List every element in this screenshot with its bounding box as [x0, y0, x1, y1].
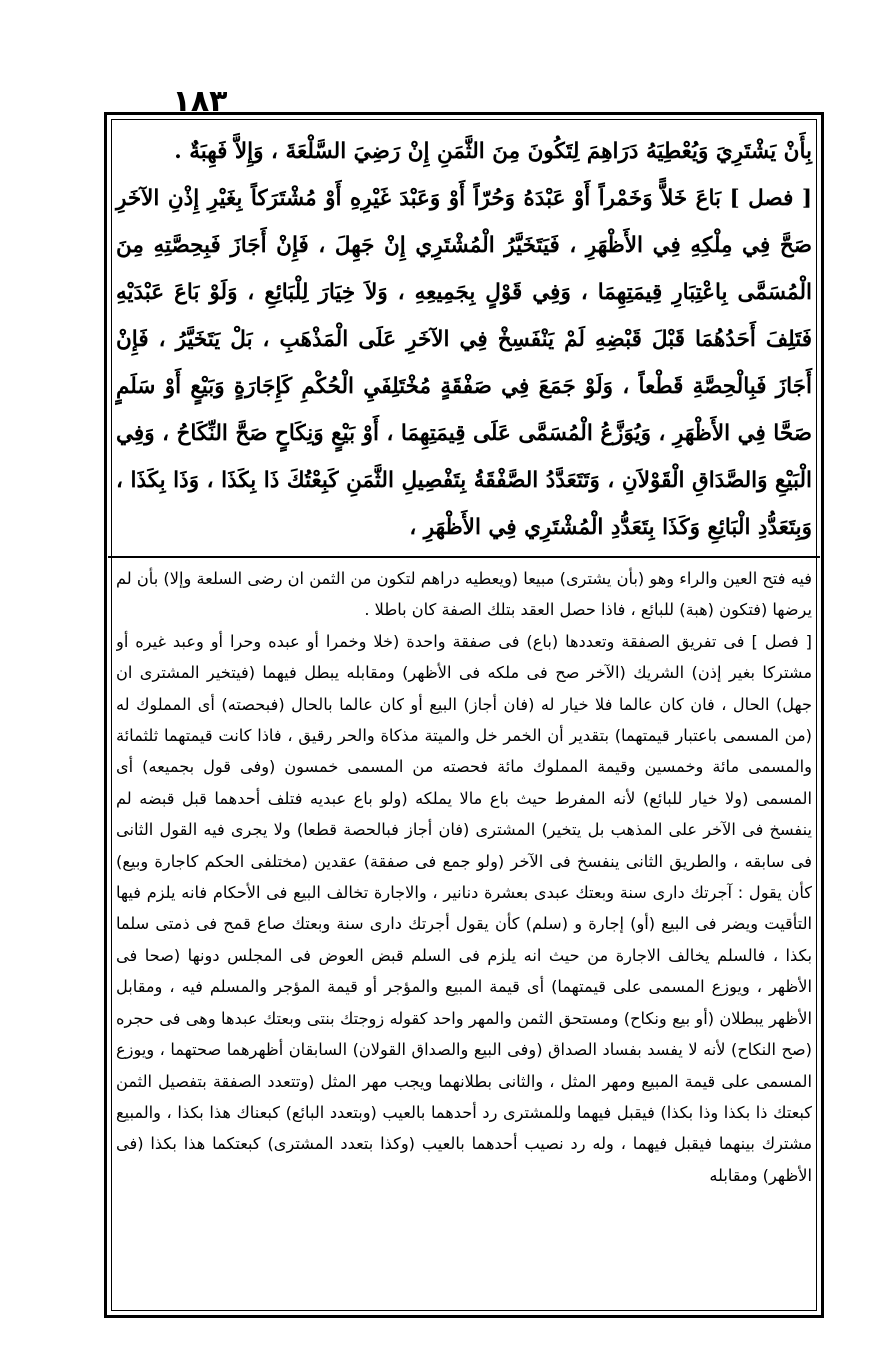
commentary-text [116, 563, 812, 1315]
section-divider [108, 556, 820, 558]
page-number: ١٨٣ [172, 84, 228, 119]
commentary-paragraph: فيه فتح العين والراء وهو (بأن يشترى) مبيعا (ويعطيه دراهم لتكون من الثمن ان رضى السلعة وإلا) بأن لم يرضها (فتكون (هبة) للبائع ، فاذا حصل العقد بتلك الصفة كان باطلا . [116, 569, 812, 620]
main-text [116, 128, 812, 548]
main-text-paragraph: بِأَنْ يَشْتَرِيَ وَيُعْطِيَهُ دَرَاهِمَ لِتَكُونَ مِنَ الثَّمَنِ إِنْ رَضِيَ السَّلْعَةَ ، وَإِلاَّ فَهِبَةٌ . [174, 139, 812, 164]
commentary-paragraph: [ فصل ] فى تفريق الصفقة وتعددها (باع) فى صفقة واحدة (خلا وخمرا أو عبده وحرا أو وعبد غيره أو مشتركا بغير إذن) الشريك (الآخر صح فى ملكه فى الأظهر) ومقابله يبطل فيهما (فيتخير المشترى ان جهل) الحال ، فان كان عالما فلا خيار له (فان أجاز) البيع أو كان عالما بالحال (فبحصته) أى المملوك له (من المسمى باعتبار قيمتهما) بتقدير أن الخمر خل والميتة مذكاة والحر رقيق ، فاذا كانت قيمتهما ثلثمائة والمسمى مائة وخمسين وقيمة المملوك مائة فحصته من المسمى خمسون (وفى قول بجميعه) أى المسمى (ولا خيار للبائع) لأنه المفرط حيث باع مالا يملكه (ولو باع عبديه فتلف أحدهما قبل قبضه لم ينفسخ فى الآخر على المذهب بل يتخير) المشترى (فان أجاز فبالحصة قطعا) ولا يجرى فيه القول الثانى فى سابقه ، والطريق الثانى ينفسخ فى الآخر (ولو جمع فى صفقة) عقدين (مختلفى الحكم كاجارة وبيع) كأن يقول : آجرتك دارى سنة وبعتك عبدى بعشرة دنانير ، والاجارة تخالف البيع فى الأحكام فانه يلزم فيها التأقيت ويضر فى البيع (أو) إجارة و (سلم) كأن يقول أجرتك دارى سنة وبعتك صاع قمح فى ذمتى سلما بكذا ، فالسلم يخالف الاجارة من حيث انه يلزم فى السلم قبض العوض فى المجلس دونها (صحا فى الأظهر ، ويوزع المسمى على قيمتهما) أى قيمة المبيع والمؤجر أو قيمة المؤجر والمسلم فيه ، ومقابل الأظهر يبطلان (أو بيع ونكاح) ومستحق الثمن والمهر واحد كقوله زوجتك بنتى وبعتك عبدها وهى فى حجره (صح النكاح) لأنه لا يفسد بفساد الصداق (وفى البيع والصداق القولان) السابقان أظهرهما صحتهما ، ويوزع المسمى على قيمة المبيع ومهر المثل ، والثانى بطلانهما ويجب مهر المثل (وتتعدد الصفقة بتفصيل الثمن كبعتك ذا بكذا وذا بكذا) فيقبل فيهما وللمشترى رد أحدهما بالعيب (وبتعدد البائع) كبعناك هذا بكذا ، والمبيع مشترك بينهما فيقبل فيهما ، وله رد نصيب أحدهما بالعيب (وكذا بتعدد المشترى) كبعتكما هذا بكذا (فى الأظهر) ومقابله [116, 631, 812, 1185]
main-text-paragraph: [ فصل ] بَاعَ خَلاًّ وَخَمْراً أَوْ عَبْدَهُ وَحُرّاً أَوْ وَعَبْدَ غَيْرِهِ أَوْ مُشْتَرَكاً بِغَيْرِ إِذْنِ الآخَرِ صَحَّ فِي مِلْكِهِ فِي الأَظْهَرِ ، فَيَتَخَيَّرُ الْمُشْتَرِي إِنْ جَهِلَ ، فَإِنْ أَجَازَ فَبِحِصَّتِهِ مِنَ الْمُسَمَّى بِاعْتِبَارِ قِيمَتِهِمَا ، وَفِي قَوْلٍ بِجَمِيعِهِ ، وَلاَ خِيَارَ لِلْبَائِعِ ، وَلَوْ بَاعَ عَبْدَيْهِ فَتَلِفَ أَحَدُهُمَا قَبْلَ قَبْضِهِ لَمْ يَنْفَسِخْ فِي الآخَرِ عَلَى الْمَذْهَبِ ، بَلْ يَتَخَيَّرُ ، فَإِنْ أَجَازَ فَبِالْحِصَّةِ قَطْعاً ، وَلَوْ جَمَعَ فِي صَفْقَةٍ مُخْتَلِفَيِ الْحُكْمِ كَإِجَارَةٍ وَبَيْعٍ أَوْ سَلَمٍ صَحَّا فِي الأَظْهَرِ ، وَيُوَزَّعُ الْمُسَمَّى عَلَى قِيمَتِهِمَا ، أَوْ بَيْعٍ وَنِكَاحٍ صَحَّ النِّكَاحُ ، وَفِي الْبَيْعِ وَالصَّدَاقِ الْقَوْلاَنِ ، وَتَتَعَدَّدُ الصَّفْقَةُ بِتَفْصِيلِ الثَّمَنِ كَبِعْتُكَ ذَا بِكَذَا ، وَذَا بِكَذَا ، وَبِتَعَدُّدِ الْبَائِعِ وَكَذَا بِتَعَدُّدِ الْمُشْتَرِي فِي الأَظْهَرِ ، [116, 186, 812, 540]
